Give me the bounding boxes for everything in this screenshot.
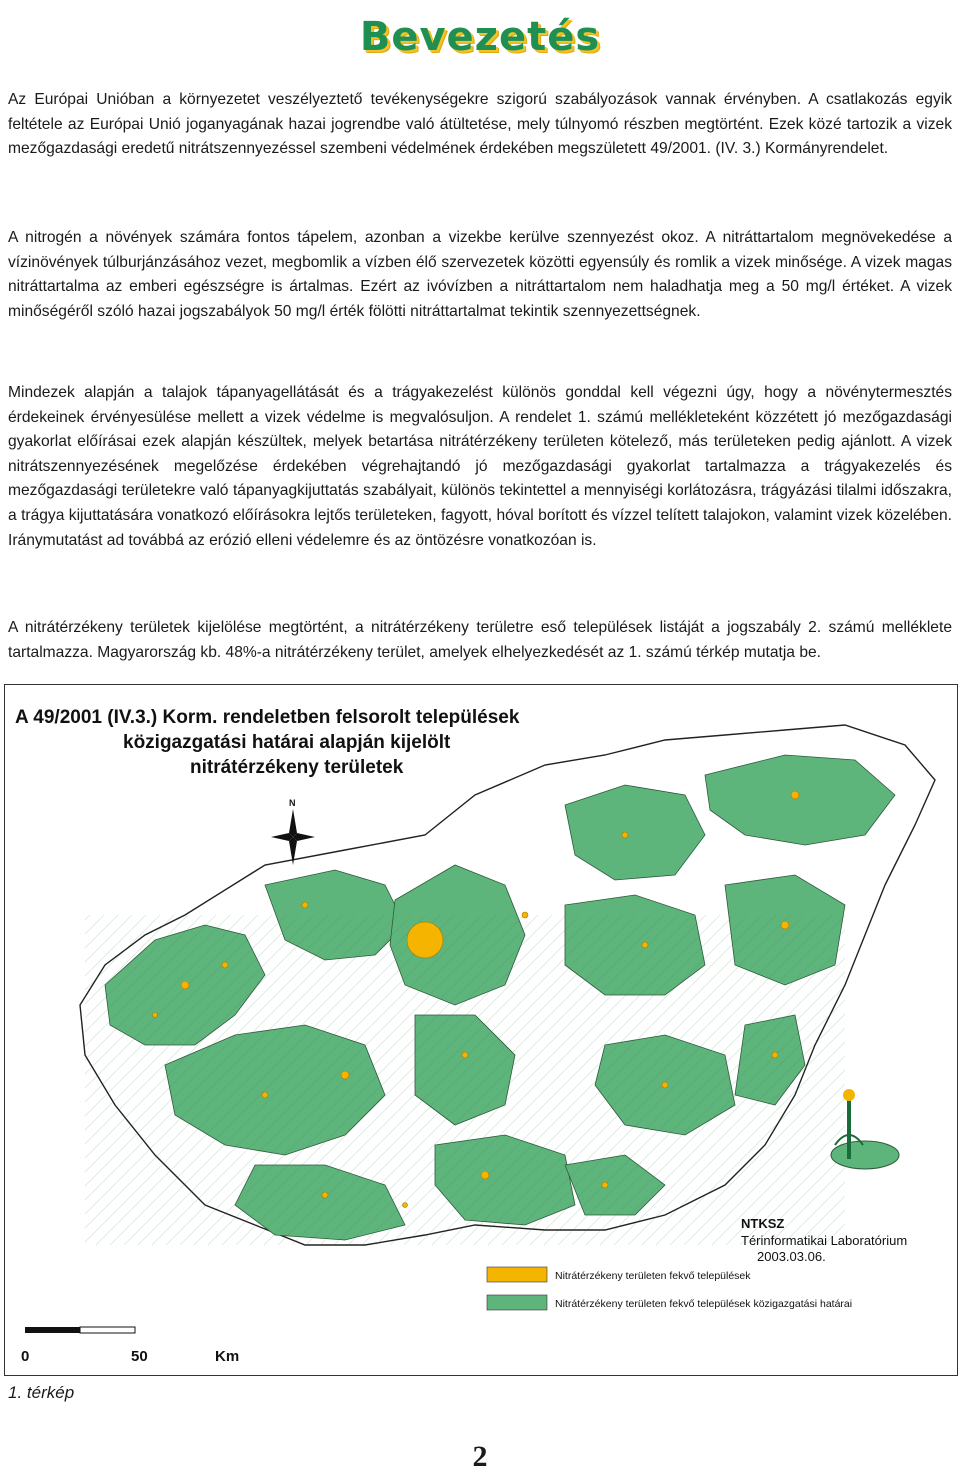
scale-bar (21, 1327, 239, 1365)
map-title-line-2: közigazgatási határai alapján kijelölt (123, 732, 451, 753)
map-date: 2003.03.06. (757, 1249, 826, 1264)
map-title-line-1: A 49/2001 (IV.3.) Korm. rendeletben felsorolt települések (15, 707, 520, 728)
legend-swatch-boundaries (487, 1295, 547, 1310)
page-number: 2 (472, 1440, 488, 1473)
compass-rose-icon (271, 798, 315, 865)
map-title-line-3: nitrátérzékeny területek (190, 757, 404, 778)
scale-label-zero: 0 (21, 1348, 30, 1365)
legend-swatch-settlements (487, 1267, 547, 1282)
map-legend (487, 1267, 852, 1310)
paragraph-nitrogen: A nitrogén a növények számára fontos tápelem, azonban a vizekbe kerülve szennyezést okoz. A nitráttartalom megnövekedése a vízinövények túlburjánzásához vezet, megbomlik a vízben élő szervezetek közötti egyensúly és romlik a vizek minősége. A vizek magas nitráttartalma az emberi egészségre is ártalmas. Ezért az ivóvízben a nitráttartalom nem haladhatja meg a 50 mg/l értéket. A vizek minőségéről szóló hazai jogszabályok 50 mg/l érték fölötti nitráttartalmat tekintik szennyezettségnek. (8, 229, 952, 320)
legend-label-settlements: Nitrátérzékeny területen fekvő települések (555, 1270, 751, 1282)
scale-label-fifty: 50 (131, 1348, 148, 1365)
map-title (15, 707, 520, 778)
boundary-texture (85, 915, 845, 1245)
institution-name: NTKSZ (741, 1216, 785, 1231)
hungary-map (5, 685, 957, 1375)
paragraph-areas: A nitrátérzékeny területek kijelölése megtörtént, a nitrátérzékeny területre eső települések listáját a jogszabály 2. számú melléklete tartalmazza. Magyarország kb. 48%-a nitrátérzékeny terület, amelyek elhelyezkedését az 1. számú térkép mutatja be. (8, 619, 952, 661)
page-heading: Bevezetés (359, 14, 601, 60)
nitrate-map-figure (4, 684, 958, 1376)
paragraph-practice: Mindezek alapján a talajok tápanyagellátását és a trágyakezelést különös gonddal kell végezni úgy, hogy a növénytermesztés érdekeinek érvényesülése mellett a vizek védelme is megvalósuljon. A rendelet 1. számú mellékleteként közzétett jó mezőgazdasági gyakorlat előírásai ezek alapján készültek, melyek betartása nitrátérzékeny területen kötelező, más területeken pedig ajánlott. A vizek nitrátszennyezésének megelőzése érdekében végrehajtandó jó mezőgazdasági gyakorlat tartalmazza a trágyakezelés és mezőgazdasági területekre való tápanyagkijuttatás szabályait, különös tekintettel a mennyiségi korlátozásra, trágyázási tilalmi időszakra, a trágya kijuttatására vonatkozó előírásokra lejtős területeken, fagyott, hóval borított és vízzel telített talajokon, valamint vizek közelében. Iránymutatást ad továbbá az erózió elleni védelemre és az öntözésre vonatkozóan is. (8, 384, 952, 549)
institution-lab: Térinformatikai Laboratórium (741, 1233, 908, 1248)
legend-label-boundaries: Nitrátérzékeny területen fekvő települések közigazgatási határai (555, 1298, 853, 1310)
map-caption: 1. térkép (8, 1383, 75, 1402)
scale-label-unit: Km (215, 1348, 240, 1365)
paragraph-intro: Az Európai Unióban a környezetet veszélyeztető tevékenységekre szigorú szabályozások vannak érvényben. A csatlakozás egyik feltétele az Európai Unió joganyagának hazai jogrendbe való átültetése, mely túlnyomó részben megtörtént. Ezek közé tartozik a vizek mezőgazdasági eredetű nitrátszennyezéssel szembeni védelmének érdekében megszületett 49/2001. (IV. 3.) Kormányrendelet. (8, 91, 952, 158)
compass-north-label: N (289, 798, 296, 808)
